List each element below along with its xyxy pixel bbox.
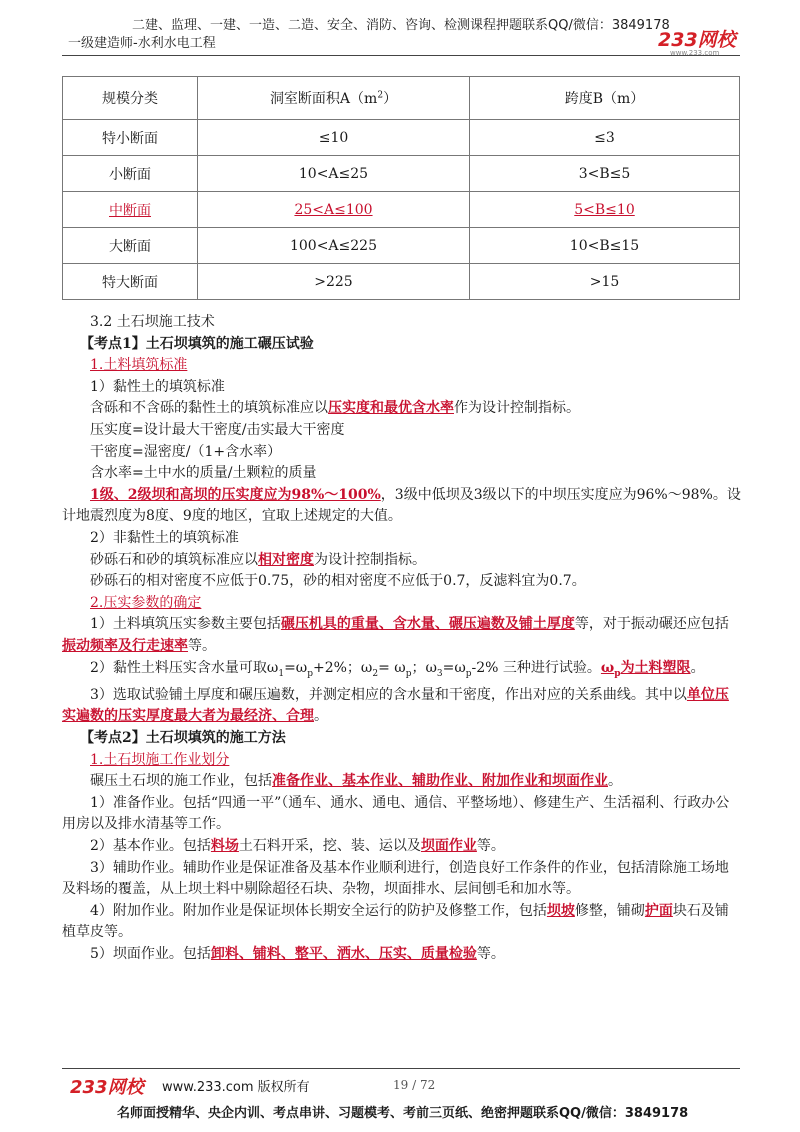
kaodian-2-heading: 【考点2】土石坝填筑的施工方法	[80, 730, 286, 747]
paragraph: 4）附加作业。附加作业是保证坝体长期安全运行的防护及修整工作，包括坝坡修整，铺砌护面块石及铺植草皮等。	[62, 902, 729, 941]
paragraph: 1）土料填筑压实参数主要包括碾压机具的重量、含水量、碾压遍数及铺土厚度等，对于振动碾还应包括振动频率及行走速率等。	[62, 616, 729, 654]
key-term: 单位压实遍数的压实厚度最大者为最经济、合理	[62, 686, 729, 725]
paragraph: 2）黏性土料压实含水量可取$\omega_1=\omega_p+2\%$；$\omega_2= \omega_p$；$\omega_3=\omega_p-2\%$ 三种进行试验。$\omega_p$为土料塑限。	[90, 659, 705, 679]
col-header-span: 跨度B（m）	[470, 77, 740, 120]
key-term: 振动频率及行走速率	[62, 637, 188, 654]
table-cell: 3<B≤5	[470, 156, 740, 192]
paragraph: 砂砾石的相对密度不应低于0.75，砂的相对密度不应低于0.7，反滤料宜为0.7。	[90, 573, 586, 590]
key-term: 卸料、铺料、整平、洒水、压实、质量检验	[210, 946, 477, 963]
footer-divider	[62, 1068, 740, 1069]
footer-logo-text: 233网校	[70, 1077, 144, 1098]
key-term: 坝坡	[546, 902, 575, 919]
table-row	[63, 264, 740, 300]
table-row	[63, 156, 740, 192]
formula-water-content: 含水率=土中水的质量/土颗粒的质量	[90, 465, 317, 482]
table-cell: 100<A≤225	[198, 228, 470, 264]
section-heading: 3.2 土石坝施工技术	[90, 314, 215, 330]
table-row	[63, 228, 740, 264]
key-term: 料场	[210, 838, 239, 855]
key-term: 1级、2级坝和高坝的压实度应为98%～100%	[90, 486, 381, 503]
paragraph: 砂砾石和砂的填筑标准应以相对密度为设计控制指标。	[90, 551, 426, 568]
subsection-heading: 1.土料填筑标准	[90, 357, 188, 374]
paragraph: 1级、2级坝和高坝的压实度应为98%～100%，3级中低坝及3级以下的中坝压实度应为96%～98%。设计地震烈度为8度、9度的地区，宜取上述规定的大值。	[62, 486, 741, 525]
subsection-heading: 1.土石坝施工作业划分	[90, 751, 230, 768]
col-header-area-sup: 2	[377, 90, 384, 101]
paragraph: 3）选取试验铺土厚度和碾压遍数，并测定相应的含水量和干密度，作出对应的关系曲线。其中以单位压实遍数的压实厚度最大者为最经济、合理。	[62, 686, 729, 725]
table-cell: 5<B≤10	[470, 192, 740, 228]
brand-logo-url: www.233.com	[670, 49, 720, 56]
paragraph: 3）辅助作业。辅助作业是保证准备及基本作业顺利进行，创造良好工作条件的作业，包括清除施工场地及料场的覆盖，从上坝土料中剔除超径石块、杂物，坝面排水、层间刨毛和加水等。	[62, 859, 729, 898]
brand-logo	[656, 26, 742, 56]
paragraph: 碾压土石坝的施工作业，包括准备作业、基本作业、辅助作业、附加作业和坝面作业。	[90, 773, 622, 790]
table-cell: 10<B≤15	[470, 228, 740, 264]
table-cell: >15	[470, 264, 740, 300]
col-header-area	[198, 77, 470, 120]
paragraph: 5）坝面作业。包括卸料、铺料、整平、洒水、压实、质量检验等。	[90, 946, 505, 963]
table-cell: 10<A≤25	[198, 156, 470, 192]
page-number: 19 / 72	[393, 1078, 436, 1092]
formula-dry-density: 干密度=湿密度/（1+含水率）	[90, 443, 282, 460]
formula-compaction: 压实度=设计最大干密度/击实最大干密度	[90, 421, 345, 438]
table-cell: 中断面	[63, 192, 198, 228]
header-contact: 二建、监理、一建、一造、二造、安全、消防、咨询、检测课程押题联系QQ/微信：3849178	[132, 18, 670, 33]
paragraph: 2）基本作业。包括料场土石料开采，挖、装、运以及坝面作业等。	[90, 838, 505, 855]
col-header-area-text: 洞室断面积A（m	[269, 91, 378, 107]
paragraph: 含砾和不含砾的黏性土的填筑标准应以压实度和最优含水率作为设计控制指标。	[90, 400, 580, 417]
subsection-heading: 2.压实参数的确定	[90, 594, 202, 611]
header-doc-title: 一级建造师-水利水电工程	[68, 36, 216, 51]
brand-logo-text: 233网校	[658, 29, 736, 51]
key-term: $\omega_p$为土料塑限	[600, 659, 691, 679]
table-cell: ≤10	[198, 120, 470, 156]
table-cell: ≤3	[470, 120, 740, 156]
paragraph: 1）黏性土的填筑标准	[90, 378, 225, 395]
cavern-size-table	[62, 76, 740, 300]
table-cell: 特大断面	[63, 264, 198, 300]
header-divider	[62, 55, 740, 56]
table-cell: >225	[198, 264, 470, 300]
paragraph: 2）非黏性土的填筑标准	[90, 529, 239, 546]
document-body	[62, 312, 742, 966]
key-term: 碾压机具的重量、含水量、碾压遍数及铺土厚度	[280, 616, 575, 633]
key-term: 相对密度	[258, 551, 314, 568]
table-header-row	[63, 77, 740, 120]
key-term: 护面	[644, 902, 673, 919]
paragraph: 1）准备作业。包括“四通一平”（通车、通水、通电、通信、平整场地）、修建生产、生活福利、行政办公用房以及排水清基等工作。	[62, 794, 730, 833]
table-row-highlighted	[63, 192, 740, 228]
table-cell: 小断面	[63, 156, 198, 192]
table-cell: 大断面	[63, 228, 198, 264]
key-term: 压实度和最优含水率	[328, 400, 454, 417]
col-header-category: 规模分类	[63, 77, 198, 120]
table-cell: 特小断面	[63, 120, 198, 156]
table-row	[63, 120, 740, 156]
table-cell: 25<A≤100	[198, 192, 470, 228]
footer-copyright: www.233.com 版权所有	[162, 1080, 310, 1095]
kaodian-1-heading: 【考点1】土石坝填筑的施工碾压试验	[80, 335, 314, 352]
footer-contact: 名师面授精华、央企内训、考点串讲、习题模考、考前三页纸、绝密押题联系QQ/微信：3849178	[117, 1106, 689, 1121]
key-term: 准备作业、基本作业、辅助作业、附加作业和坝面作业	[272, 773, 608, 790]
footer-brand-logo	[68, 1073, 152, 1099]
key-term: 坝面作业	[420, 838, 477, 855]
col-header-area-tail: ）	[383, 91, 398, 107]
